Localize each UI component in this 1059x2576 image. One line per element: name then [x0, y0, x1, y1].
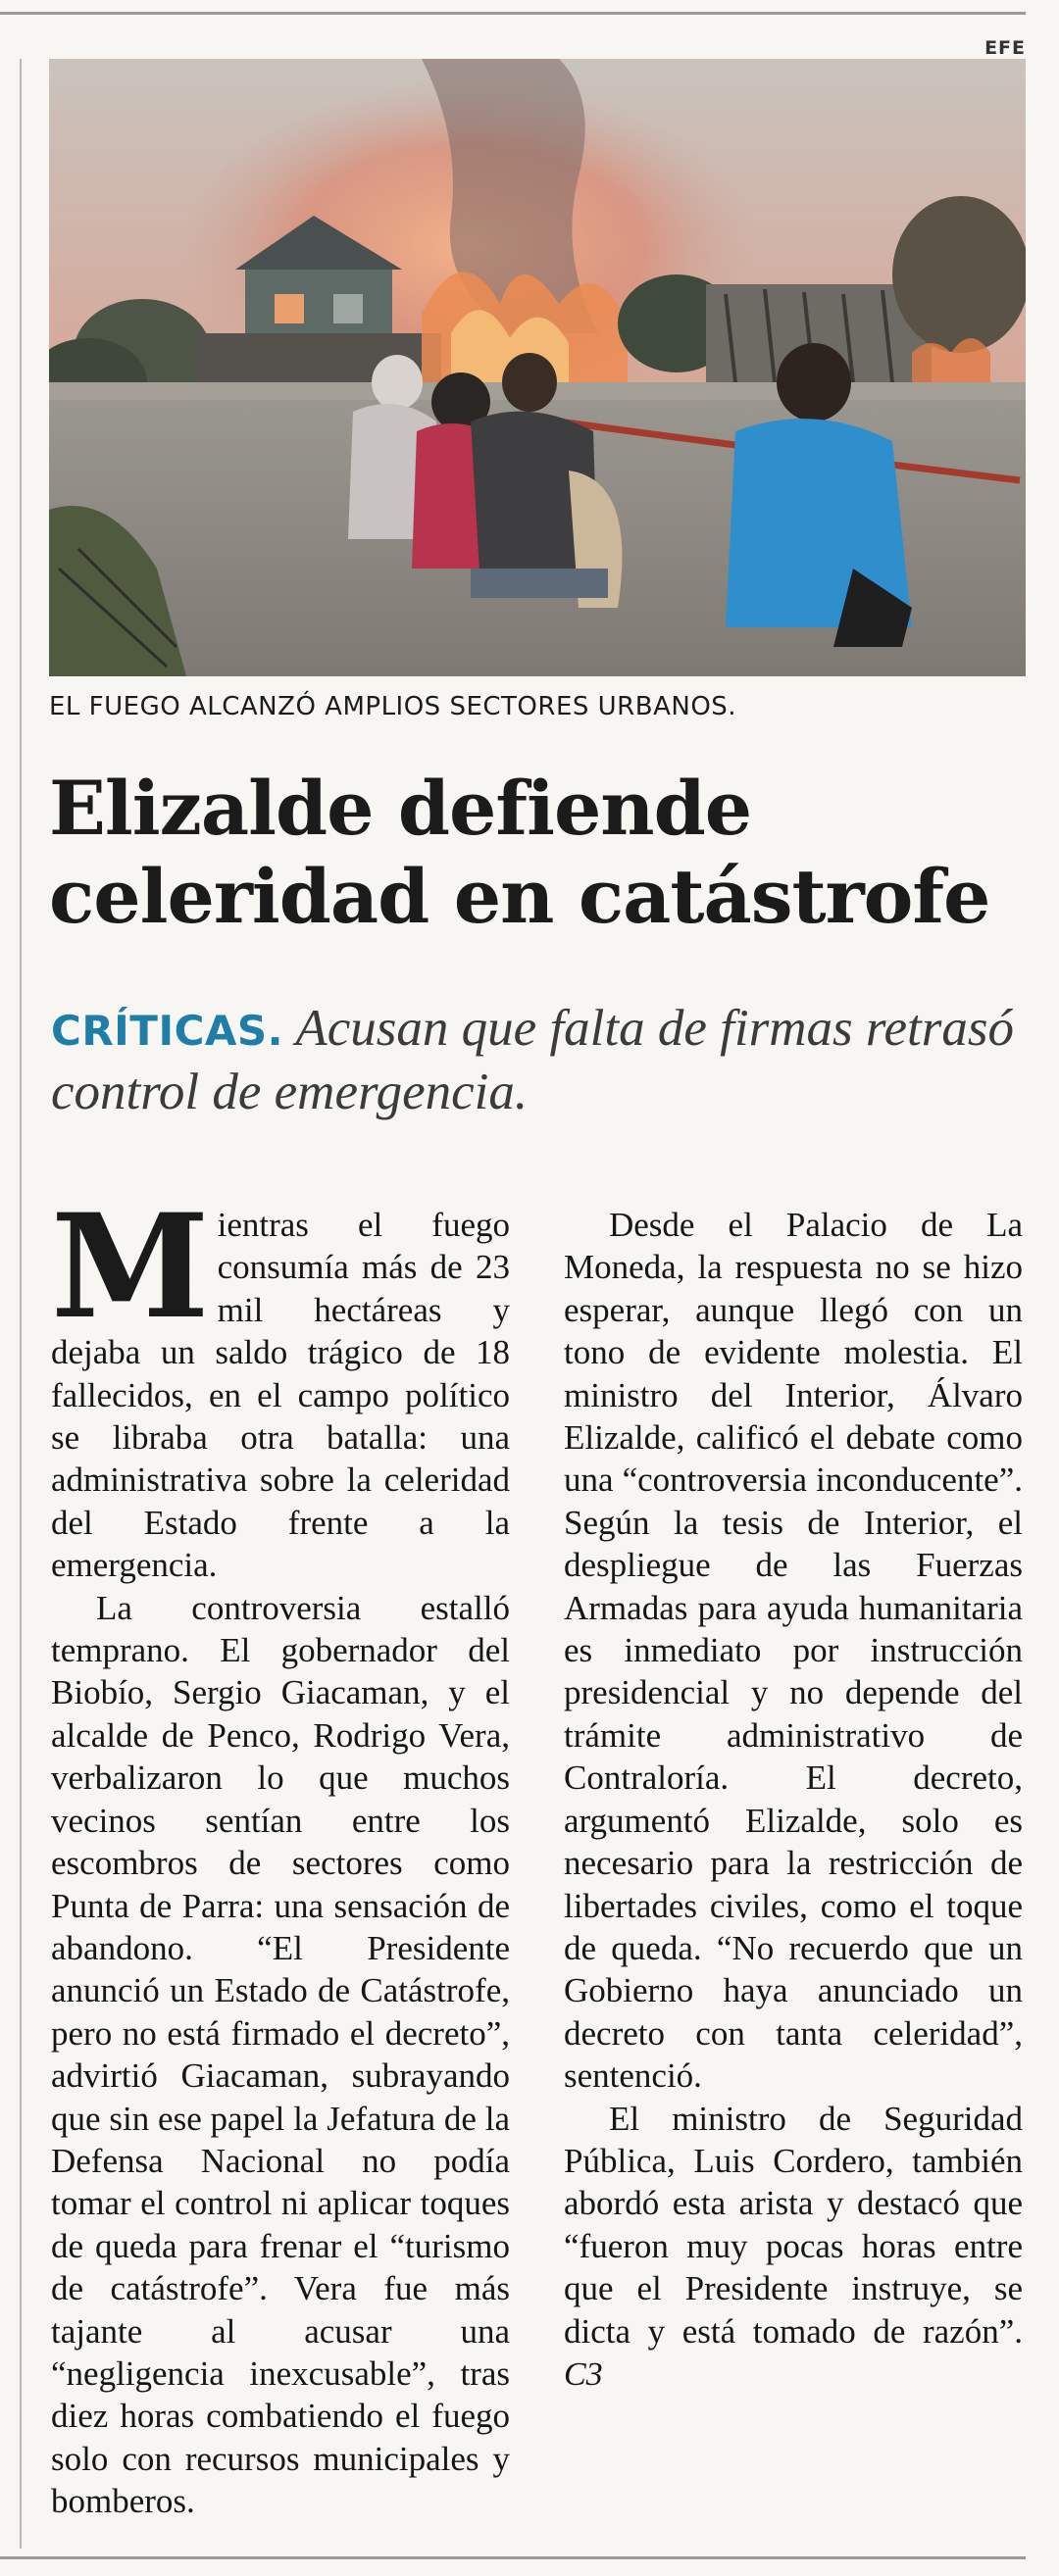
fire-scene-image — [49, 59, 1026, 676]
article-paragraph-2: La controversia estalló temprano. El gobernador del Biobío, Sergio Giacaman, y el alcalde de Penco, Rodrigo Vera, verbalizaron lo que muchos vecinos sentían entre los escombros de sectores como Punta de Parra: una sensación de abandono. “El Presidente anunció un Estado de Catástrofe, pero no está firmado el decreto”, advirtió Giacaman, subrayando que sin ese papel la Jefatura de la Defensa Nacional no podía tomar el control ni aplicar toques de queda para frenar el “turismo de catástrofe”. Vera fue más tajante al acusar una “negligencia inexcusable”, tras diez horas combatiendo el fuego solo con recursos municipales y bomberos. — [51, 1588, 510, 2521]
column-rule — [20, 59, 22, 2549]
deck-label: CRÍTICAS. — [51, 1007, 284, 1055]
bottom-rule — [0, 2556, 1026, 2559]
article-paragraph-1 — [51, 1183, 510, 1587]
article-paragraph-4-text: El ministro de Seguridad Pública, Luis Cordero, también abordó esta arista y destacó que “fueron muy pocas horas entre que el Presidente instruye, se dicta y está tomado de razón”. — [564, 2099, 1023, 2351]
photo-caption: EL FUEGO ALCANZÓ AMPLIOS SECTORES URBANOS. — [49, 692, 737, 721]
deck-text: Acusan que falta de firmas retrasó control de emergencia. — [51, 1000, 1015, 1120]
deck — [51, 998, 1022, 1122]
end-mark: C3 — [564, 2355, 603, 2393]
article-column-1 — [51, 1183, 510, 2523]
article-paragraph-4 — [564, 2098, 1023, 2397]
drop-cap: M — [51, 1183, 210, 1351]
photo-credit: EFE — [984, 37, 1026, 59]
top-rule — [0, 12, 1026, 15]
article-paragraph-1-text: ientras el fuego consumía más de 23 mil hectáreas y dejaba un saldo trágico de 18 fallecidos, en el campo político se libraba otra batalla: una administrativa sobre la celeridad del Estado frente a la emergencia. — [51, 1206, 510, 1585]
article-column-2 — [564, 1204, 1023, 2396]
article-paragraph-3: Desde el Palacio de La Moneda, la respuesta no se hizo esperar, aunque llegó con un tono de evidente molestia. El ministro del Interior, Álvaro Elizalde, calificó el debate como una “controversia inconducente”. Según la tesis de Interior, el despliegue de las Fuerzas Armadas para ayuda humanitaria es inmediato por instrucción presidencial y no depende del trámite administrativo de Contraloría. El decreto, argumentó Elizalde, solo es necesario para la restricción de libertades civiles, como el toque de queda. “No recuerdo que un Gobierno haya anunciado un decreto con tanta celeridad”, sentenció. — [564, 1206, 1023, 2096]
news-photo — [49, 59, 1026, 676]
headline: Elizalde defiende celeridad en catástrofe — [49, 765, 990, 940]
